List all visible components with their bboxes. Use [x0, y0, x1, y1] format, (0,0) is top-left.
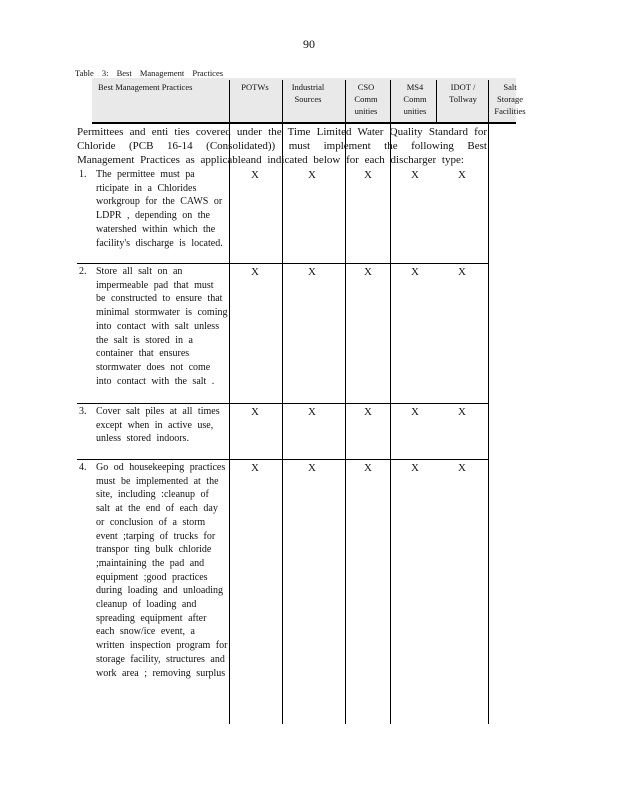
header-bmp: Best Management Practices: [98, 82, 193, 92]
mark-industrial: X: [308, 266, 316, 278]
mark-cso: X: [364, 462, 372, 474]
column-divider: [488, 80, 489, 724]
mark-ms4: X: [411, 462, 419, 474]
column-divider: [436, 80, 437, 123]
intro-paragraph: Permittees and enti ties covered under the Time Limited Water Quality Standard for Chloride (PCB 16-14 (Consolidated)) must implement the following Best Management Practices as applicableand indicated below for each discharger type:: [77, 126, 487, 166]
row-number: 4.: [79, 462, 87, 473]
table-caption: Table 3: Best Management Practices: [75, 68, 224, 78]
mark-industrial: X: [308, 169, 316, 181]
row-text: Store all salt on an impermeable pad that must be constructed to ensure that minimal stormwater is coming into contact with salt unless the salt is stored in a container that ensures stormwater does not come into contact with the salt .: [96, 266, 228, 387]
header-industrial: Industrial Sources: [291, 82, 325, 104]
mark-cso: X: [364, 266, 372, 278]
mark-cso: X: [364, 406, 372, 418]
mark-industrial: X: [308, 406, 316, 418]
mark-potws: X: [251, 406, 259, 418]
mark-ms4: X: [411, 266, 419, 278]
header-cso: CSO Comm unities: [354, 82, 378, 116]
page-number: 90: [303, 37, 315, 51]
mark-idot: X: [458, 462, 466, 474]
column-divider: [229, 80, 230, 724]
column-divider: [282, 80, 283, 724]
header-idot: IDOT / Tollway: [449, 82, 477, 104]
row-number: 1.: [79, 169, 87, 180]
column-divider: [390, 80, 391, 724]
row-text: Cover salt piles at all times except when in active use, unless stored indoors.: [96, 406, 220, 445]
row-number: 3.: [79, 406, 87, 417]
column-divider: [345, 80, 346, 724]
row-divider: [77, 403, 488, 404]
mark-idot: X: [458, 266, 466, 278]
row-text: Go od housekeeping practices must be implemented at the site, including :cleanup of salt at the end of each day or conclusion of a storm event ;tarping of trucks for transpor ting bulk chloride ;maintaining the pad and equipment ;good practices during loading and unloading cleanup of loading and spreading equipment after each snow/ice event, a written inspection program for storage facility, structures and work area ; removing surplus: [96, 462, 228, 679]
mark-potws: X: [251, 462, 259, 474]
row-text: The permittee must pa rticipate in a Chlorides workgroup for the CAWS or LDPR , depending on the watershed within which the facility's discharge is located.: [96, 169, 223, 249]
mark-potws: X: [251, 266, 259, 278]
mark-idot: X: [458, 406, 466, 418]
mark-cso: X: [364, 169, 372, 181]
header-salt: Salt Storage Facilities: [494, 82, 526, 116]
mark-idot: X: [458, 169, 466, 181]
mark-ms4: X: [411, 406, 419, 418]
mark-potws: X: [251, 169, 259, 181]
header-potws: POTWs: [241, 82, 269, 92]
row-divider: [77, 459, 488, 460]
row-number: 2.: [79, 266, 87, 277]
mark-ms4: X: [411, 169, 419, 181]
mark-industrial: X: [308, 462, 316, 474]
row-divider: [77, 263, 488, 264]
header-ms4: MS4 Comm unities: [403, 82, 427, 116]
